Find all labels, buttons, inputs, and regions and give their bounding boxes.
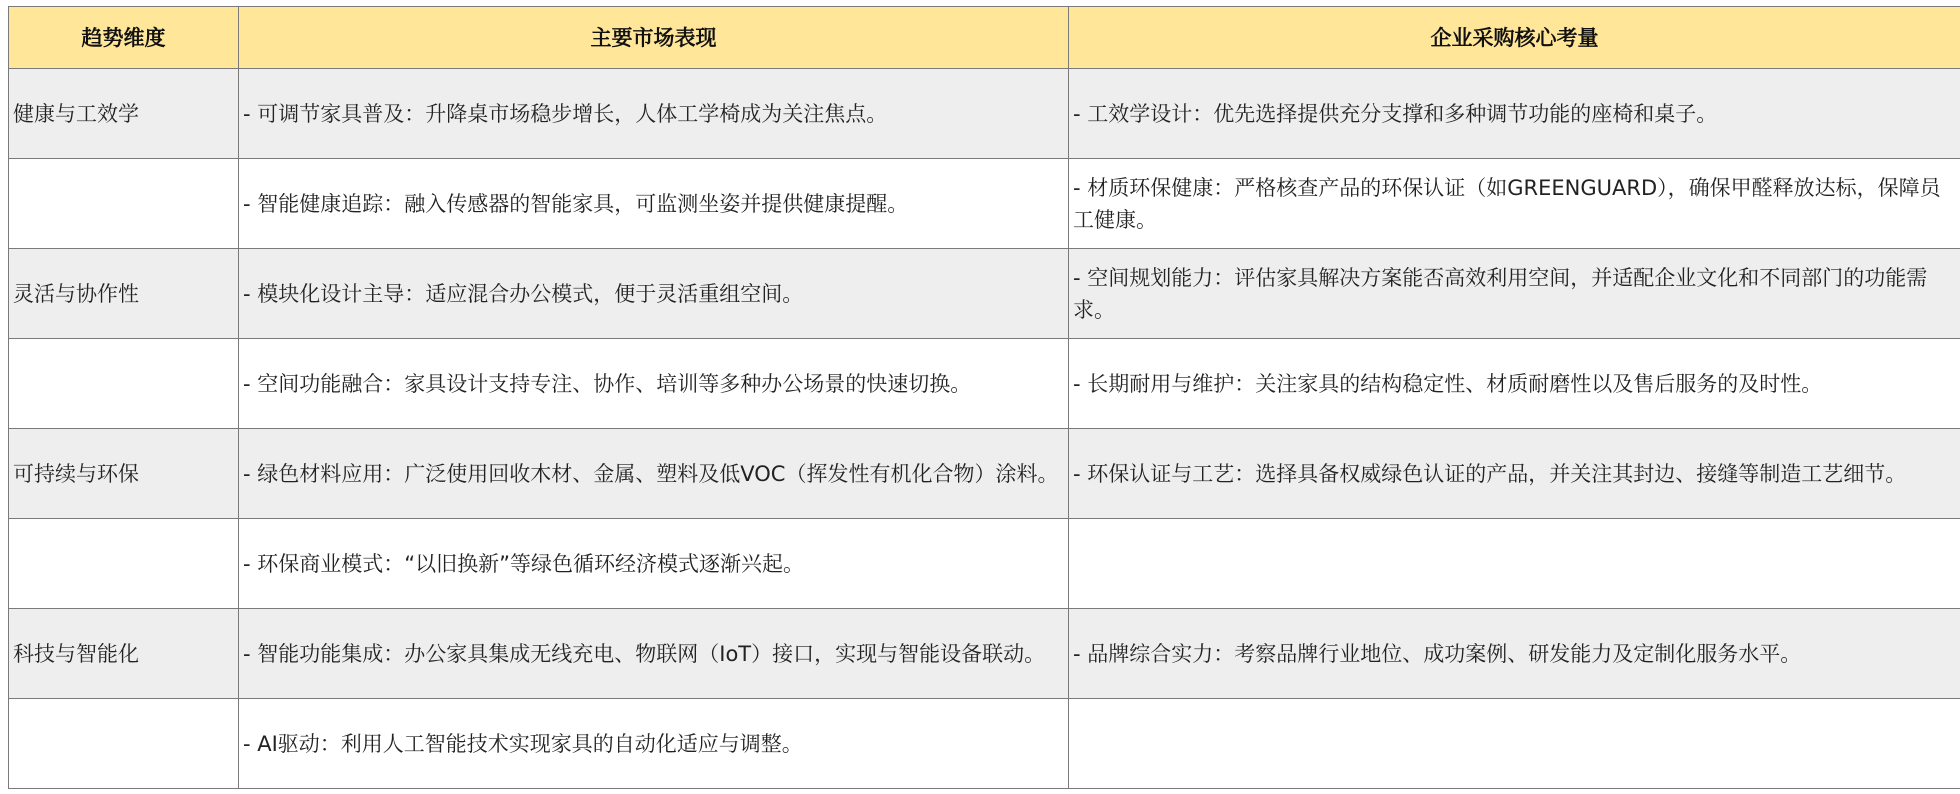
header-market-performance: 主要市场表现 <box>239 7 1069 69</box>
table-row <box>9 429 1960 519</box>
trend-table-container <box>8 6 1960 789</box>
header-row <box>9 7 1960 69</box>
cell-dimension: 灵活与协作性 <box>9 249 239 339</box>
cell-market: - 绿色材料应用：广泛使用回收木材、金属、塑料及低VOC（挥发性有机化合物）涂料。 <box>239 429 1069 519</box>
cell-procurement: - 材质环保健康：严格核查产品的环保认证（如GREENGUARD），确保甲醛释放达标，保障员工健康。 <box>1069 159 1960 249</box>
cell-market: - AI驱动：利用人工智能技术实现家具的自动化适应与调整。 <box>239 699 1069 789</box>
cell-dimension <box>9 519 239 609</box>
cell-procurement: - 环保认证与工艺：选择具备权威绿色认证的产品，并关注其封边、接缝等制造工艺细节。 <box>1069 429 1960 519</box>
table-row <box>9 159 1960 249</box>
table-row <box>9 699 1960 789</box>
cell-market: - 可调节家具普及：升降桌市场稳步增长，人体工学椅成为关注焦点。 <box>239 69 1069 159</box>
trend-table <box>8 6 1960 789</box>
cell-procurement: - 工效学设计：优先选择提供充分支撑和多种调节功能的座椅和桌子。 <box>1069 69 1960 159</box>
cell-market: - 模块化设计主导：适应混合办公模式，便于灵活重组空间。 <box>239 249 1069 339</box>
cell-dimension <box>9 159 239 249</box>
table-row <box>9 339 1960 429</box>
table-row <box>9 69 1960 159</box>
cell-dimension <box>9 339 239 429</box>
header-trend-dimension: 趋势维度 <box>9 7 239 69</box>
cell-market: - 环保商业模式：“以旧换新”等绿色循环经济模式逐渐兴起。 <box>239 519 1069 609</box>
table-row <box>9 249 1960 339</box>
cell-dimension: 健康与工效学 <box>9 69 239 159</box>
table-row <box>9 609 1960 699</box>
cell-procurement: - 空间规划能力：评估家具解决方案能否高效利用空间，并适配企业文化和不同部门的功能需求。 <box>1069 249 1960 339</box>
cell-procurement: - 长期耐用与维护：关注家具的结构稳定性、材质耐磨性以及售后服务的及时性。 <box>1069 339 1960 429</box>
cell-market: - 空间功能融合：家具设计支持专注、协作、培训等多种办公场景的快速切换。 <box>239 339 1069 429</box>
cell-dimension <box>9 699 239 789</box>
cell-procurement <box>1069 699 1960 789</box>
cell-dimension: 科技与智能化 <box>9 609 239 699</box>
table-header <box>9 7 1960 69</box>
header-procurement-considerations: 企业采购核心考量 <box>1069 7 1960 69</box>
cell-procurement <box>1069 519 1960 609</box>
table-body <box>9 69 1960 789</box>
table-row <box>9 519 1960 609</box>
cell-procurement: - 品牌综合实力：考察品牌行业地位、成功案例、研发能力及定制化服务水平。 <box>1069 609 1960 699</box>
cell-dimension: 可持续与环保 <box>9 429 239 519</box>
cell-market: - 智能健康追踪：融入传感器的智能家具，可监测坐姿并提供健康提醒。 <box>239 159 1069 249</box>
cell-market: - 智能功能集成：办公家具集成无线充电、物联网（IoT）接口，实现与智能设备联动。 <box>239 609 1069 699</box>
